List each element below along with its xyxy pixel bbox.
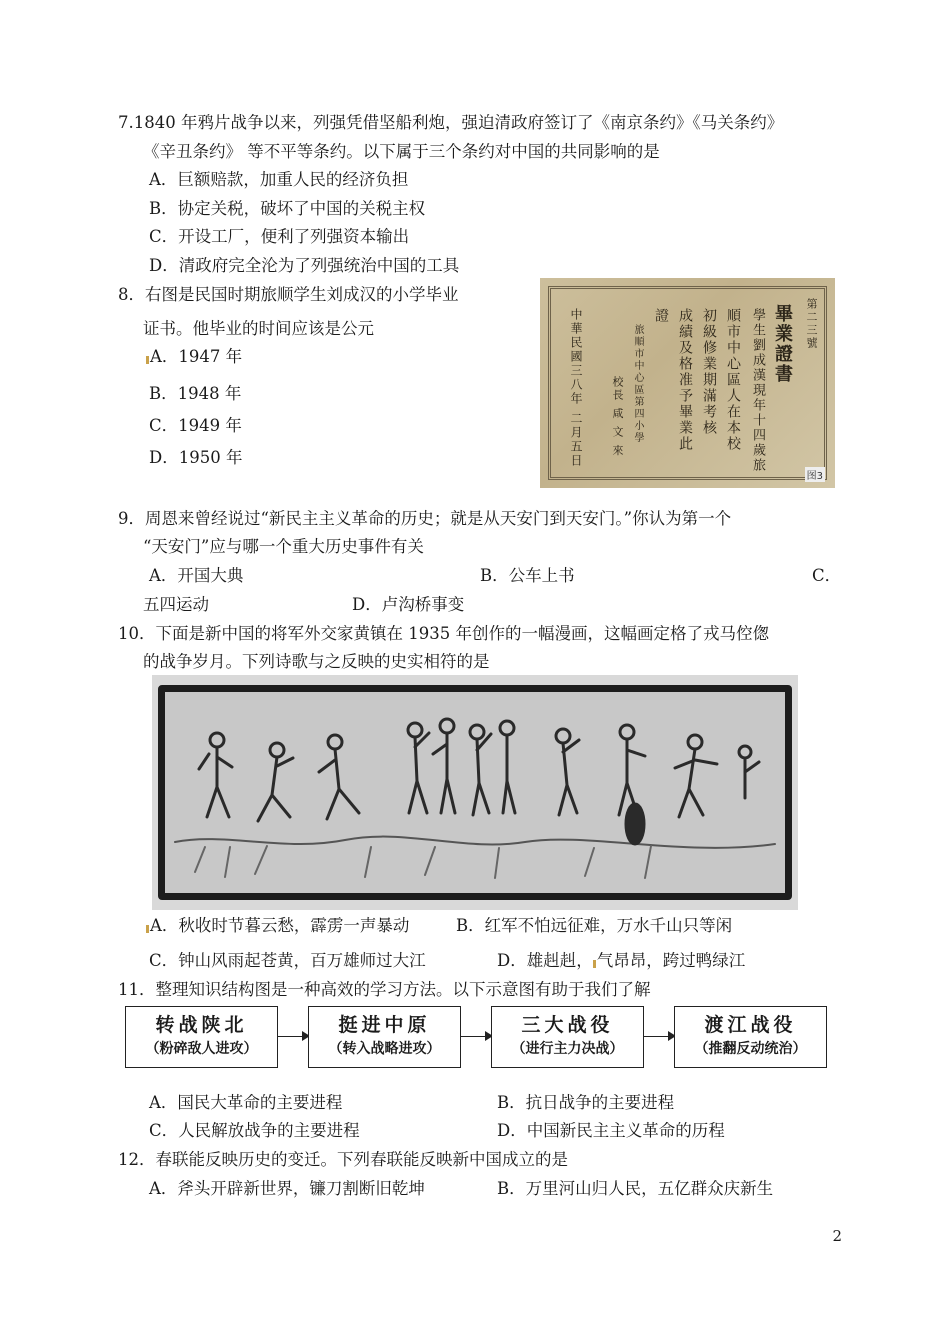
q10-option-a[interactable] (146, 915, 409, 937)
q10-option-d-part2: 气昂昂，跨过鸭绿江 (596, 951, 746, 970)
q8-option-c[interactable]: C．1949 年 (149, 416, 242, 435)
q8-stem-line2: 证书。他毕业的时间应该是公元 (143, 319, 374, 338)
q7-option-a[interactable]: A．巨额赔款，加重人民的经济负担 (149, 170, 409, 189)
highlight-mark (593, 960, 596, 968)
q7-stem-line2: 《辛丑条约》 等不平等条约。以下属于三个条约对中国的共同影响的是 (143, 142, 660, 161)
q11-option-a[interactable]: A．国民大革命的主要进程 (149, 1093, 343, 1112)
soldiers-sketch (165, 692, 785, 893)
figure-tag: 图3 (805, 467, 825, 482)
flow-box-2-sub: （转入战略进攻） (328, 1041, 441, 1057)
flow-arrow-3 (644, 1036, 674, 1037)
q7-option-c[interactable]: C．开设工厂，便利了列强资本输出 (149, 227, 410, 246)
q9-option-b[interactable]: B．公车上书 (480, 566, 575, 585)
q9-option-c[interactable]: 五四运动 (143, 595, 209, 614)
q8-option-b[interactable]: B．1948 年 (149, 384, 242, 403)
q10-stem-line2: 的战争岁月。下列诗歌与之反映的史实相符的是 (143, 652, 490, 671)
certificate-col-7: 證 (653, 308, 669, 324)
certificate-school: 旅順市中心區第四小學 (632, 324, 643, 444)
flow-box-2 (308, 1006, 461, 1068)
flow-box-3 (491, 1006, 644, 1068)
flow-arrow-1 (278, 1036, 308, 1037)
q12-option-b[interactable]: B．万里河山归人民，五亿群众庆新生 (497, 1179, 774, 1198)
flow-box-1 (125, 1006, 278, 1068)
flow-box-1-sub: （粉碎敌人进攻） (145, 1041, 258, 1057)
flow-box-4-sub: （推翻反动统治） (694, 1041, 807, 1057)
q11-stem: 11．整理知识结构图是一种高效的学习方法。以下示意图有助于我们了解 (118, 980, 651, 999)
q10-option-c[interactable]: C．钟山风雨起苍黄，百万雄师过大江 (149, 951, 426, 970)
q8-option-a[interactable] (146, 346, 242, 368)
certificate-col-3: 學生劉成漢現年十四歲旅 (750, 308, 765, 473)
graduation-certificate-image (540, 278, 835, 488)
war-cartoon-image (152, 675, 798, 910)
q9-option-a[interactable]: A．开国大典 (149, 566, 244, 585)
q10-option-d[interactable] (497, 950, 745, 972)
q9-stem-line2: “天安门”应与哪一个重大历史事件有关 (143, 537, 424, 556)
highlight-mark (146, 356, 149, 364)
highlight-mark (146, 925, 149, 933)
certificate-principal: 校長 咸 文 來 (611, 376, 624, 458)
q9-option-c-prefix[interactable]: C． (812, 566, 842, 585)
flow-box-3-title: 三大战役 (521, 1014, 614, 1036)
q8-option-d[interactable]: D．1950 年 (149, 448, 243, 467)
q10-option-b[interactable]: B．红军不怕远征难，万水千山只等闲 (456, 916, 733, 935)
q9-option-d[interactable]: D．卢沟桥事变 (352, 595, 465, 614)
q10-option-d-part1: D．雄赳赳， (497, 951, 593, 970)
flow-box-4 (674, 1006, 827, 1068)
flow-box-4-title: 渡江战役 (704, 1014, 797, 1036)
certificate-title: 畢業證書 (772, 304, 793, 384)
flow-box-2-title: 挺进中原 (338, 1014, 431, 1036)
certificate-col-6: 成績及格准予畢業此 (677, 308, 693, 452)
page-number: 2 (832, 1227, 842, 1245)
certificate-col-4: 順市中心區人在本校 (725, 308, 741, 452)
q12-option-a[interactable]: A．斧头开辟新世界，镰刀割断旧乾坤 (149, 1179, 425, 1198)
certificate-col-5: 初級修業期滿考核 (701, 308, 717, 436)
q9-stem-line1: 9．周恩来曾经说过“新民主主义革命的历史；就是从天安门到天安门。”你认为第一个 (118, 509, 732, 528)
q10-option-a-label: A．秋收时节暮云愁，霹雳一声暴动 (150, 916, 410, 935)
certificate-date: 中華民國三八年 二月五日 (569, 308, 583, 468)
q7-option-b[interactable]: B．协定关税，破坏了中国的关税主权 (149, 199, 426, 218)
q7-stem-line1: 7.1840 年鸦片战争以来，列强凭借坚船利炮，强迫清政府签订了《南京条约》《马关条约》 (118, 113, 784, 132)
q11-option-d[interactable]: D．中国新民主主义革命的历程 (497, 1121, 725, 1140)
q10-stem-line1: 10．下面是新中国的将军外交家黄镇在 1935 年创作的一幅漫画，这幅画定格了戎马倥偬 (118, 624, 769, 643)
q11-option-c[interactable]: C．人民解放战争的主要进程 (149, 1121, 360, 1140)
flow-box-1-title: 转战陕北 (155, 1014, 248, 1036)
certificate-number: 第二三號 (805, 298, 818, 350)
q11-option-b[interactable]: B．抗日战争的主要进程 (497, 1093, 675, 1112)
q8-option-a-label: A．1947 年 (150, 347, 243, 366)
q12-stem: 12．春联能反映历史的变迁。下列春联能反映新中国成立的是 (118, 1150, 568, 1169)
cartoon-border (158, 685, 792, 900)
q7-option-d[interactable]: D．清政府完全沦为了列强统治中国的工具 (149, 256, 460, 275)
flow-box-3-sub: （进行主力决战） (511, 1041, 624, 1057)
flow-arrow-2 (461, 1036, 491, 1037)
q8-stem-line1: 8．右图是民国时期旅顺学生刘成汉的小学毕业 (118, 285, 459, 304)
